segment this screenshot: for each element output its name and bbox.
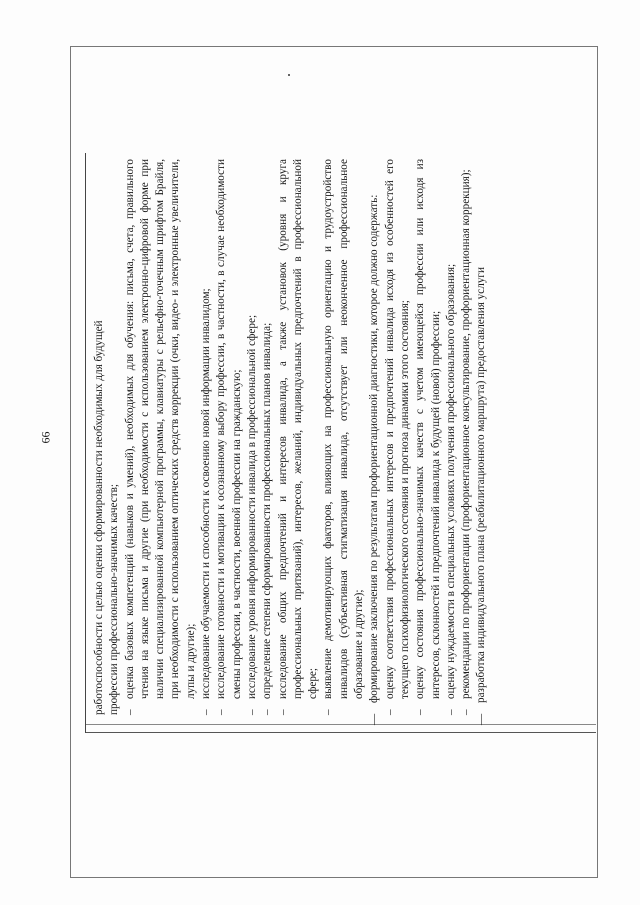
table-cell: [85, 153, 596, 733]
page-number: 66: [38, 431, 53, 444]
list-item: [199, 159, 214, 715]
paragraph-intro-2: профессии профессионально-значимых качеств;: [108, 483, 121, 715]
list-dash: –: [245, 709, 258, 715]
sub-list-item-text: оценку соответствия профессиональных интересов и предпочтений инвалида исходя из особенностей его текущего психофизиологического состояния и прогноза динамики этого состояния;: [383, 159, 411, 699]
list-item: [276, 159, 322, 715]
list-item-text: определение степени сформированности профессиональных планов инвалида;: [261, 322, 274, 699]
document-body: [92, 159, 490, 725]
list-item-text: исследование общих предпочтений и интересов инвалида, а также установок (уровня и круга профессиональных притязаний), интересов, желаний, индивидуальных предпочтений в профессиональной сфере;: [276, 159, 320, 699]
scan-speck: [288, 74, 290, 76]
list-dash: –: [444, 709, 457, 715]
list-item-text: исследование обучаемости и способности к освоению новой информации инвалидом;: [200, 288, 213, 699]
list-long-dash: —: [368, 713, 381, 725]
sub-list-item: [444, 159, 459, 715]
list-item-text: выявление демотивирующих факторов, влияющих на профессиональную ориентацию и трудоустройство инвалидов (субъективная стигматизация инвалида, отсутствует или неоконченное профессиональное образование и другие);: [322, 159, 366, 699]
sub-list-item: [383, 159, 414, 715]
list-dash: –: [383, 709, 396, 715]
list-dash: –: [200, 709, 213, 715]
list-dash: –: [261, 709, 274, 715]
table-inner-border: [86, 724, 596, 725]
list-item-text: исследование уровня информированности инвалида в профессиональной сфере;: [245, 314, 258, 699]
top-list-item-text: разработка индивидуального плана (реабилитационного маршрута) предоставления услуги: [475, 267, 488, 703]
list-item: [260, 159, 275, 715]
sub-list-item-text: рекомендации по профориентации (профориентационное консультирование, профориентационная коррекция);: [460, 169, 473, 699]
sub-list-item-text: оценку состояния профессионально-значимых качеств с учетом имеющейся профессии или исходя из интересов, склонностей и предпочтений инвалида к будущей (новой) профессии;: [414, 159, 442, 699]
paragraph-intro-1: работоспособности с целью оценки сформированности необходимых для будущей: [93, 320, 105, 715]
sub-list-item: [413, 159, 444, 715]
list-dash: –: [215, 709, 228, 715]
list-item: [245, 159, 260, 715]
list-item: [123, 159, 199, 715]
rotated-content: [85, 153, 595, 733]
list-item: [321, 159, 367, 715]
top-list-item: [474, 159, 489, 725]
sub-list-item: [459, 159, 474, 715]
list-item: [214, 159, 245, 715]
list-dash: –: [414, 709, 427, 715]
list-item-text: оценка базовых компетенций (навыков и умений), необходимых для обучения: письма, счета, правильного чтения на языке письма и другие (при необходимости с использованием электронно-цифровой форме при наличии специализированной компьютерной программы, клавиатуры с рельефно-точечным шрифтом Брайля, при необходимости с использованием оптических средств коррекции (очки, видео- и электронные увеличители, лупы и другие);: [123, 159, 197, 699]
list-dash: –: [123, 709, 136, 715]
list-long-dash: —: [475, 713, 488, 725]
top-list-item: [367, 159, 382, 725]
table-left-border: [86, 732, 596, 733]
top-list-item-text: формирование заключения по результатам профориентационной диагностики, которое должно содержать:: [368, 194, 381, 703]
list-dash: –: [460, 709, 473, 715]
list-dash: –: [276, 709, 289, 715]
list-dash: –: [322, 709, 335, 715]
list-item-text: исследование готовности и мотивации к осознанному выбору профессии, в частности, в случае необходимости смены профессии, в частности, военной профессии на гражданскую;: [215, 159, 243, 699]
sub-list-item-text: оценку нуждаемости в специальных условиях получения профессионального образования;: [444, 263, 457, 699]
